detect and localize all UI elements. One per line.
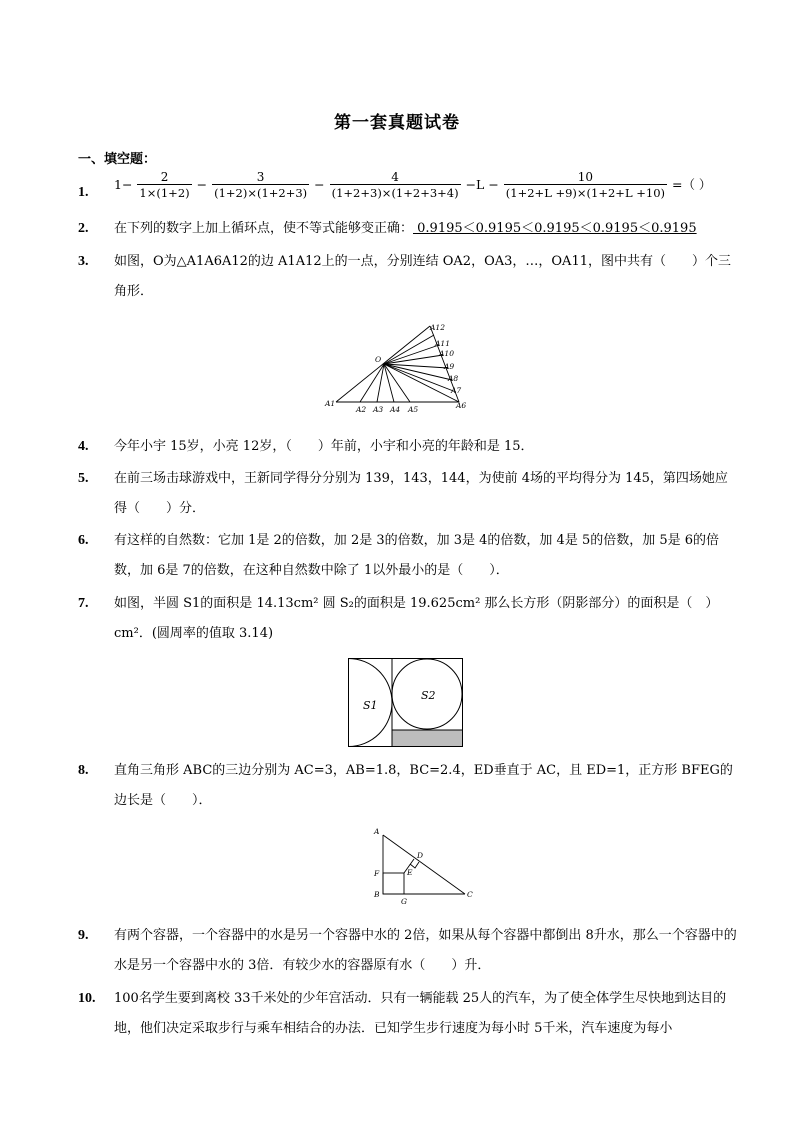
math-expression: 1− $\frac{2}{1\times(1+2)}$ − $\frac{3}{(1+2)\times(1+2+3)}$ − $\frac{4}{(1+2+3)\times(1+2+3+4)}$ −L − $\frac{10}{(1+2+L +9)\times(1+2+L +10)}$ =（ ） bbox=[114, 170, 712, 200]
question-number: 4. bbox=[78, 439, 89, 454]
question-text: 如图，半圆 S1的面积是 14.13cm² 圆 S₂的面积是 19.625cm² 那么长方形（阴影部分）的面积是（ ）cm²．(圆周率的值取 3.14) bbox=[114, 596, 719, 641]
label-B: B bbox=[374, 890, 380, 899]
fraction-4: $\frac{10}{(1+2+L +9)\times(1+2+L +10)}$ bbox=[505, 170, 665, 200]
question-number: 10. bbox=[78, 991, 96, 1006]
question-number: 3. bbox=[78, 254, 89, 269]
label-S1: S1 bbox=[363, 699, 378, 712]
question-text: 今年小宇 15岁，小亮 12岁，（ ）年前，小宇和小亮的年龄和是 15． bbox=[114, 439, 534, 454]
label-O: O bbox=[375, 355, 382, 364]
question-number: 8. bbox=[78, 763, 89, 778]
question-number: 9. bbox=[78, 928, 89, 943]
label-A11: A11 bbox=[435, 339, 450, 348]
question-number: 2. bbox=[78, 221, 89, 236]
label-A9: A9 bbox=[444, 362, 455, 371]
label-A2: A2 bbox=[356, 405, 367, 414]
question-text: 在前三场击球游戏中，王新同学得分分别为 139，143，144，为使前 4场的平均得分为 145，第四场她应得（ ）分． bbox=[114, 471, 728, 516]
label-A: A bbox=[374, 827, 380, 836]
label-A8: A8 bbox=[448, 374, 459, 383]
label-S2: S2 bbox=[421, 689, 436, 702]
label-C: C bbox=[467, 890, 473, 899]
label-E: E bbox=[407, 868, 413, 877]
question-text: 有两个容器，一个容器中的水是另一个容器中水的 2倍，如果从每个容器中都倒出 8升水，那么一个容器中的水是另一个容器中水的 3倍．有较少水的容器原有水（ ）升． bbox=[114, 928, 737, 973]
page-title: 第一套真题试卷 bbox=[334, 113, 460, 133]
question-number: 1. bbox=[78, 185, 89, 200]
label-A3: A3 bbox=[373, 405, 384, 414]
fraction-1: $\frac{2}{1\times(1+2)}$ bbox=[139, 170, 190, 200]
question-text: 直角三角形 ABC的三边分别为 AC=3，AB=1.8，BC=2.4，ED垂直于 AC，且 ED=1，正方形 BFEG的边长是（ ）． bbox=[114, 763, 733, 808]
expr-lead: 1− bbox=[114, 177, 133, 192]
label-A6: A6 bbox=[456, 401, 467, 410]
expr-mid: −L − bbox=[465, 177, 499, 192]
rectangle-circles-figure bbox=[347, 657, 465, 749]
label-A10: A10 bbox=[439, 349, 454, 358]
question-text: 有这样的自然数：它加 1是 2的倍数，加 2是 3的倍数，加 3是 4的倍数，加 4是 5的倍数，加 5是 6的倍数，加 6是 7的倍数，在这种自然数中除了 1以外最小的是（ ）． bbox=[114, 533, 720, 578]
question-text: 在下列的数字上加上循环点，使不等式能够变正确： bbox=[114, 221, 414, 236]
fraction-3: $\frac{4}{(1+2+3)\times(1+2+3+4)}$ bbox=[331, 170, 459, 200]
question-1 bbox=[78, 170, 738, 208]
shaded-rectangle bbox=[392, 730, 462, 746]
section-heading: 一、填空题： bbox=[78, 152, 157, 167]
inequality: 0.9195＜0.9195＜0.9195＜0.9195＜0.9195 bbox=[413, 221, 697, 236]
label-D: D bbox=[417, 851, 424, 860]
question-text: 如图，O为△A1A6A12的边 A1A12上的一点，分别连结 OA2，OA3，…，OA11，图中共有（ ）个三角形． bbox=[114, 254, 731, 299]
triangle-figure bbox=[322, 318, 472, 418]
expr-tail: =（ ） bbox=[671, 177, 712, 192]
label-A12: A12 bbox=[430, 323, 445, 332]
fraction-2: $\frac{3}{(1+2)\times(1+2+3)}$ bbox=[214, 170, 308, 200]
label-A7: A7 bbox=[451, 386, 462, 395]
label-A4: A4 bbox=[390, 405, 401, 414]
question-text: 100名学生要到离校 33千米处的少年宫活动．只有一辆能载 25人的汽车，为了使全体学生尽快地到达目的地，他们决定采取步行与乘车相结合的办法．已知学生步行速度为每小时 5千米，汽车速度为每小 bbox=[114, 991, 727, 1036]
label-A5: A5 bbox=[408, 405, 419, 414]
question-number: 5. bbox=[78, 471, 89, 486]
question-number: 6. bbox=[78, 533, 89, 548]
right-triangle-figure bbox=[368, 825, 480, 907]
label-A1: A1 bbox=[325, 399, 336, 408]
label-F: F bbox=[374, 869, 380, 878]
label-G: G bbox=[401, 897, 407, 906]
question-number: 7. bbox=[78, 596, 89, 611]
